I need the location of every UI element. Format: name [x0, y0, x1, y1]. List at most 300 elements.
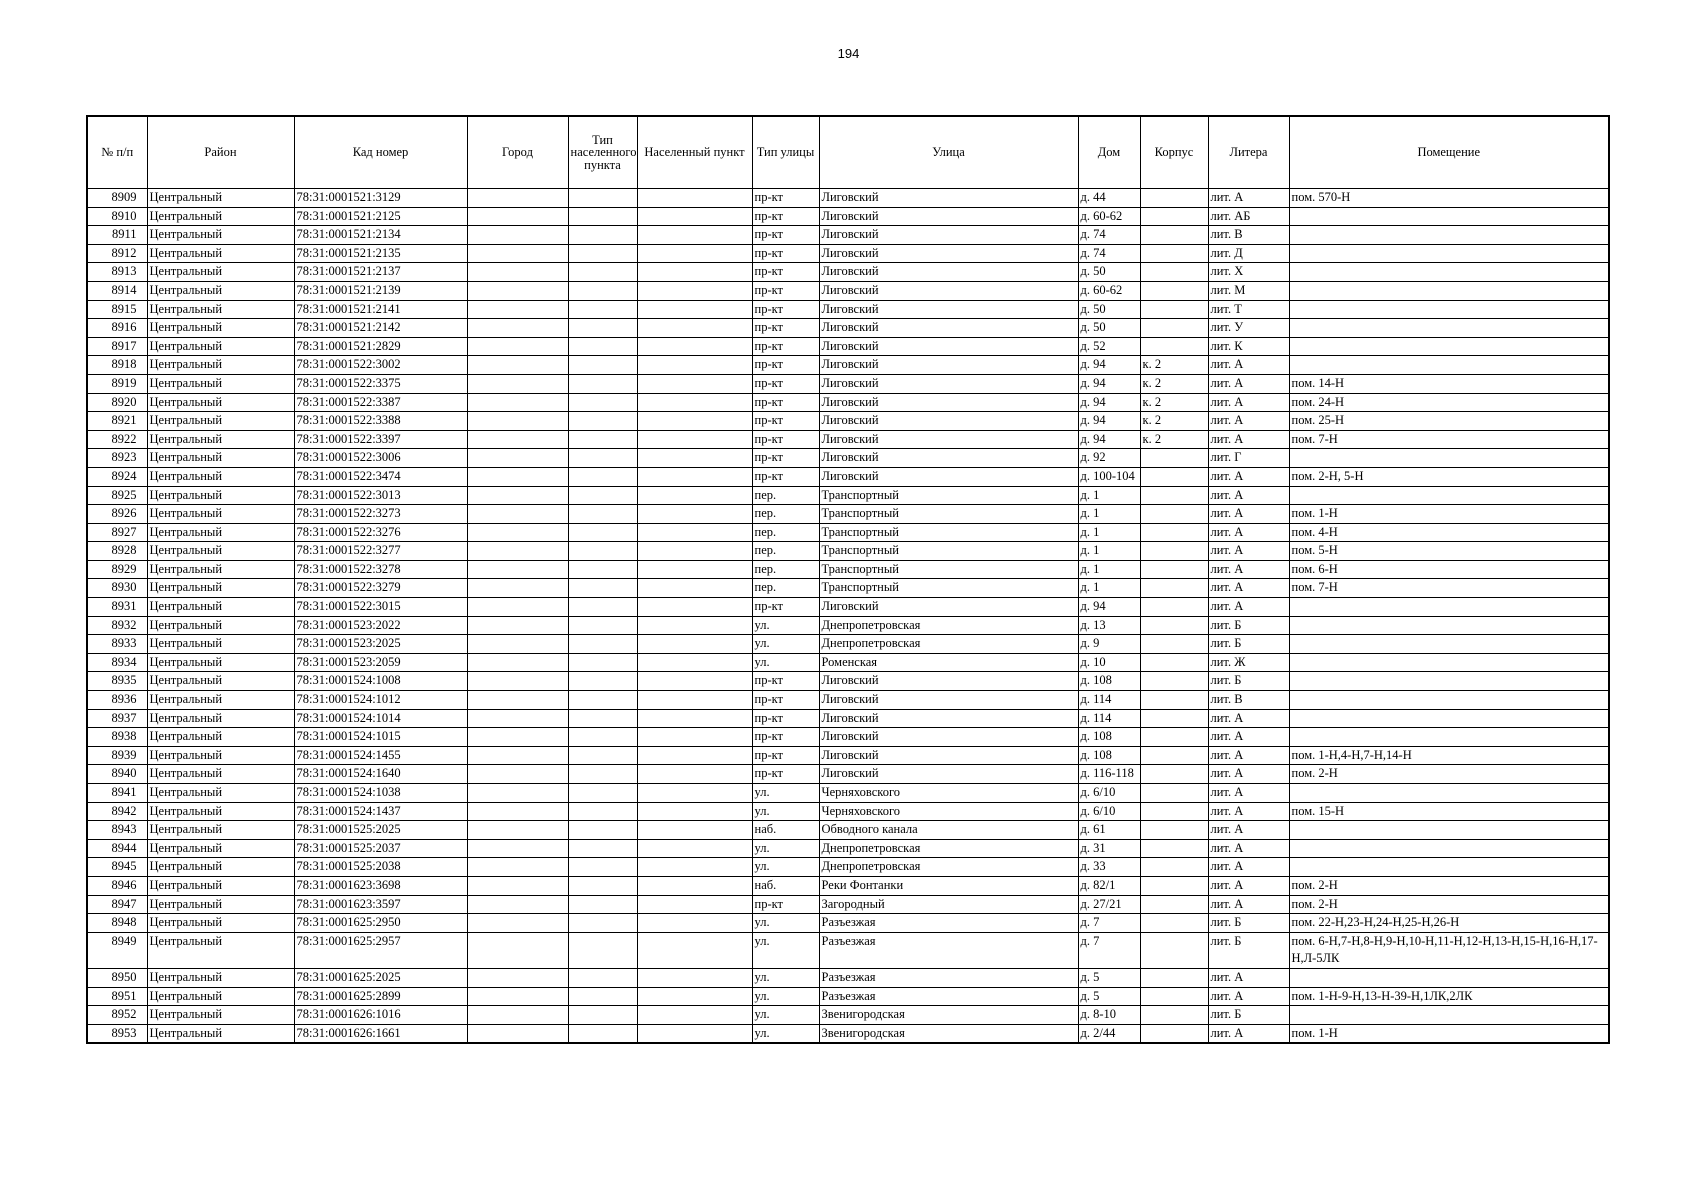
cell-letter: лит. А: [1208, 412, 1289, 431]
cell-premises: пом. 15-Н: [1289, 802, 1609, 821]
cell-street: Днепропетровская: [819, 635, 1078, 654]
cell-cadastral-number: 78:31:0001524:1014: [294, 709, 467, 728]
cell-house: д. 5: [1078, 968, 1140, 987]
cell-city: [467, 226, 568, 245]
cell-settlement-type: [568, 784, 637, 803]
table-row: [87, 356, 1609, 375]
cell-settlement-type: [568, 876, 637, 895]
cell-letter: лит. Б: [1208, 635, 1289, 654]
cell-house: д. 61: [1078, 821, 1140, 840]
cell-settlement: [637, 337, 752, 356]
cell-cadastral-number: 78:31:0001524:1038: [294, 784, 467, 803]
cell-letter: лит. Б: [1208, 616, 1289, 635]
cell-letter: лит. Х: [1208, 263, 1289, 282]
cell-premises: [1289, 226, 1609, 245]
cell-house: д. 94: [1078, 356, 1140, 375]
cell-city: [467, 319, 568, 338]
cell-house: д. 92: [1078, 449, 1140, 468]
cell-premises: [1289, 858, 1609, 877]
cell-street-type: ул.: [752, 616, 819, 635]
cell-street-type: пр-кт: [752, 356, 819, 375]
cell-settlement: [637, 412, 752, 431]
cell-street-type: наб.: [752, 821, 819, 840]
cell-settlement-type: [568, 542, 637, 561]
cell-district: Центральный: [147, 839, 294, 858]
cell-row-num: 8939: [87, 746, 147, 765]
cell-street-type: пр-кт: [752, 728, 819, 747]
cell-street-type: ул.: [752, 858, 819, 877]
cell-house: д. 50: [1078, 263, 1140, 282]
header-settlement: Населенный пункт: [637, 116, 752, 189]
cell-street-type: пр-кт: [752, 691, 819, 710]
cell-building: [1140, 821, 1208, 840]
header-cadastral-number: Кад номер: [294, 116, 467, 189]
header-street: Улица: [819, 116, 1078, 189]
cell-premises: пом. 4-Н: [1289, 523, 1609, 542]
cell-house: д. 94: [1078, 430, 1140, 449]
cell-district: Центральный: [147, 821, 294, 840]
cell-city: [467, 449, 568, 468]
cell-building: [1140, 337, 1208, 356]
cell-street: Лиговский: [819, 189, 1078, 208]
cell-house: д. 94: [1078, 598, 1140, 617]
cell-street-type: пр-кт: [752, 709, 819, 728]
cell-city: [467, 914, 568, 933]
cell-row-num: 8926: [87, 505, 147, 524]
cell-settlement: [637, 393, 752, 412]
cell-district: Центральный: [147, 672, 294, 691]
cell-settlement-type: [568, 691, 637, 710]
cell-building: [1140, 968, 1208, 987]
cell-house: д. 1: [1078, 523, 1140, 542]
cell-letter: лит. А: [1208, 486, 1289, 505]
cell-house: д. 44: [1078, 189, 1140, 208]
cell-city: [467, 505, 568, 524]
cell-row-num: 8915: [87, 300, 147, 319]
cell-cadastral-number: 78:31:0001522:3279: [294, 579, 467, 598]
cell-street-type: ул.: [752, 839, 819, 858]
cell-cadastral-number: 78:31:0001625:2950: [294, 914, 467, 933]
cell-settlement-type: [568, 598, 637, 617]
cell-row-num: 8948: [87, 914, 147, 933]
cell-row-num: 8913: [87, 263, 147, 282]
cell-cadastral-number: 78:31:0001524:1012: [294, 691, 467, 710]
cell-street-type: ул.: [752, 1024, 819, 1043]
cell-letter: лит. А: [1208, 876, 1289, 895]
cell-building: [1140, 1006, 1208, 1025]
cell-house: д. 27/21: [1078, 895, 1140, 914]
cell-street-type: пр-кт: [752, 300, 819, 319]
table-row: [87, 281, 1609, 300]
cell-premises: пом. 6-Н: [1289, 560, 1609, 579]
cell-city: [467, 728, 568, 747]
cell-premises: [1289, 728, 1609, 747]
cell-street-type: ул.: [752, 1006, 819, 1025]
cell-premises: [1289, 709, 1609, 728]
cell-district: Центральный: [147, 523, 294, 542]
cell-district: Центральный: [147, 449, 294, 468]
cell-premises: [1289, 598, 1609, 617]
cell-settlement: [637, 189, 752, 208]
cell-building: [1140, 579, 1208, 598]
cell-city: [467, 784, 568, 803]
cell-settlement: [637, 968, 752, 987]
cell-city: [467, 876, 568, 895]
cell-district: Центральный: [147, 412, 294, 431]
cell-premises: пом. 5-Н: [1289, 542, 1609, 561]
cell-street: Лиговский: [819, 467, 1078, 486]
cell-letter: лит. А: [1208, 987, 1289, 1006]
cell-premises: [1289, 784, 1609, 803]
cell-settlement-type: [568, 281, 637, 300]
table-row: [87, 616, 1609, 635]
cell-letter: лит. Д: [1208, 244, 1289, 263]
cell-cadastral-number: 78:31:0001521:2829: [294, 337, 467, 356]
cell-street: Лиговский: [819, 709, 1078, 728]
cell-premises: [1289, 244, 1609, 263]
cell-building: [1140, 281, 1208, 300]
cell-settlement: [637, 486, 752, 505]
cell-premises: [1289, 968, 1609, 987]
cell-settlement-type: [568, 356, 637, 375]
table-row: [87, 207, 1609, 226]
cell-settlement-type: [568, 968, 637, 987]
cell-letter: лит. У: [1208, 319, 1289, 338]
cell-settlement-type: [568, 263, 637, 282]
cell-premises: пом. 2-Н, 5-Н: [1289, 467, 1609, 486]
cell-row-num: 8916: [87, 319, 147, 338]
cell-building: [1140, 895, 1208, 914]
cell-street: Лиговский: [819, 337, 1078, 356]
cell-street-type: ул.: [752, 968, 819, 987]
header-num: № п/п: [87, 116, 147, 189]
cell-street: Транспортный: [819, 542, 1078, 561]
cell-street: Лиговский: [819, 244, 1078, 263]
cell-row-num: 8919: [87, 374, 147, 393]
cell-city: [467, 653, 568, 672]
cell-cadastral-number: 78:31:0001522:3006: [294, 449, 467, 468]
cell-street-type: ул.: [752, 914, 819, 933]
cell-row-num: 8922: [87, 430, 147, 449]
cell-street-type: пр-кт: [752, 746, 819, 765]
cell-city: [467, 412, 568, 431]
cell-house: д. 108: [1078, 746, 1140, 765]
cell-settlement: [637, 1006, 752, 1025]
cell-settlement: [637, 430, 752, 449]
cell-row-num: 8934: [87, 653, 147, 672]
table-row: [87, 765, 1609, 784]
cell-cadastral-number: 78:31:0001625:2957: [294, 932, 467, 968]
cell-settlement: [637, 560, 752, 579]
cell-building: [1140, 244, 1208, 263]
cell-letter: лит. А: [1208, 542, 1289, 561]
cell-settlement: [637, 319, 752, 338]
cell-city: [467, 523, 568, 542]
cell-house: д. 114: [1078, 691, 1140, 710]
table-row: [87, 784, 1609, 803]
cell-district: Центральный: [147, 356, 294, 375]
cell-street: Реки Фонтанки: [819, 876, 1078, 895]
cell-row-num: 8928: [87, 542, 147, 561]
table-row: [87, 1006, 1609, 1025]
cell-city: [467, 616, 568, 635]
cell-row-num: 8920: [87, 393, 147, 412]
cell-row-num: 8933: [87, 635, 147, 654]
cell-settlement: [637, 709, 752, 728]
cell-letter: лит. А: [1208, 374, 1289, 393]
table-header-row: [87, 116, 1609, 189]
cell-settlement-type: [568, 802, 637, 821]
cell-premises: [1289, 281, 1609, 300]
cell-building: [1140, 207, 1208, 226]
cell-cadastral-number: 78:31:0001521:2139: [294, 281, 467, 300]
cell-row-num: 8909: [87, 189, 147, 208]
cell-settlement-type: [568, 616, 637, 635]
cell-cadastral-number: 78:31:0001523:2025: [294, 635, 467, 654]
cell-building: [1140, 635, 1208, 654]
cell-settlement: [637, 263, 752, 282]
cell-district: Центральный: [147, 616, 294, 635]
table-row: [87, 635, 1609, 654]
cell-premises: [1289, 672, 1609, 691]
header-house: Дом: [1078, 116, 1140, 189]
cell-cadastral-number: 78:31:0001626:1016: [294, 1006, 467, 1025]
cell-city: [467, 579, 568, 598]
table-row: [87, 895, 1609, 914]
cell-cadastral-number: 78:31:0001522:3388: [294, 412, 467, 431]
cell-street-type: пр-кт: [752, 281, 819, 300]
cell-premises: [1289, 337, 1609, 356]
cell-street: Лиговский: [819, 412, 1078, 431]
table-row: [87, 542, 1609, 561]
cell-settlement-type: [568, 412, 637, 431]
cell-street-type: пр-кт: [752, 337, 819, 356]
cell-district: Центральный: [147, 207, 294, 226]
cell-street-type: пер.: [752, 560, 819, 579]
cell-row-num: 8932: [87, 616, 147, 635]
table-row: [87, 263, 1609, 282]
cell-letter: лит. А: [1208, 430, 1289, 449]
cell-city: [467, 560, 568, 579]
cell-district: Центральный: [147, 263, 294, 282]
cell-settlement: [637, 653, 752, 672]
cell-settlement: [637, 281, 752, 300]
cell-premises: пом. 6-Н,7-Н,8-Н,9-Н,10-Н,11-Н,12-Н,13-Н,15-Н,16-Н,17-Н,Л-5ЛК: [1289, 932, 1609, 968]
cell-street: Лиговский: [819, 300, 1078, 319]
cell-settlement: [637, 672, 752, 691]
cell-street-type: пр-кт: [752, 598, 819, 617]
cell-district: Центральный: [147, 244, 294, 263]
cell-street: Лиговский: [819, 672, 1078, 691]
cell-settlement-type: [568, 300, 637, 319]
cell-street-type: пр-кт: [752, 449, 819, 468]
cell-settlement: [637, 505, 752, 524]
table-row: [87, 505, 1609, 524]
cell-district: Центральный: [147, 858, 294, 877]
cell-street: Транспортный: [819, 486, 1078, 505]
cell-building: [1140, 691, 1208, 710]
cell-premises: пом. 1-Н: [1289, 505, 1609, 524]
cell-street-type: пр-кт: [752, 226, 819, 245]
cell-cadastral-number: 78:31:0001521:3129: [294, 189, 467, 208]
cell-cadastral-number: 78:31:0001522:3474: [294, 467, 467, 486]
cell-building: [1140, 542, 1208, 561]
cell-city: [467, 281, 568, 300]
cell-premises: [1289, 691, 1609, 710]
cell-cadastral-number: 78:31:0001522:3278: [294, 560, 467, 579]
cell-row-num: 8938: [87, 728, 147, 747]
cell-street: Разъезжая: [819, 914, 1078, 933]
header-settlement-type: Тип населенного пункта: [568, 116, 637, 189]
cell-letter: лит. АБ: [1208, 207, 1289, 226]
page-number: 194: [837, 46, 860, 61]
cell-street-type: пр-кт: [752, 765, 819, 784]
cell-district: Центральный: [147, 784, 294, 803]
cell-settlement: [637, 802, 752, 821]
cell-letter: лит. А: [1208, 802, 1289, 821]
cell-building: [1140, 1024, 1208, 1043]
cell-house: д. 1: [1078, 486, 1140, 505]
cell-building: [1140, 598, 1208, 617]
cell-settlement: [637, 691, 752, 710]
cell-house: д. 108: [1078, 672, 1140, 691]
cell-row-num: 8921: [87, 412, 147, 431]
cell-settlement: [637, 356, 752, 375]
cell-district: Центральный: [147, 691, 294, 710]
cell-street: Лиговский: [819, 728, 1078, 747]
table-row: [87, 226, 1609, 245]
cell-letter: лит. А: [1208, 598, 1289, 617]
cell-building: [1140, 467, 1208, 486]
cell-premises: [1289, 300, 1609, 319]
cell-city: [467, 709, 568, 728]
table-row: [87, 430, 1609, 449]
cell-row-num: 8924: [87, 467, 147, 486]
cell-settlement: [637, 987, 752, 1006]
cell-cadastral-number: 78:31:0001521:2134: [294, 226, 467, 245]
cell-house: д. 74: [1078, 226, 1140, 245]
cell-street: Днепропетровская: [819, 858, 1078, 877]
cell-settlement-type: [568, 393, 637, 412]
cell-house: д. 94: [1078, 374, 1140, 393]
cell-settlement-type: [568, 746, 637, 765]
cell-house: д. 8-10: [1078, 1006, 1140, 1025]
header-building: Корпус: [1140, 116, 1208, 189]
cell-street: Лиговский: [819, 374, 1078, 393]
cell-cadastral-number: 78:31:0001522:3277: [294, 542, 467, 561]
cell-cadastral-number: 78:31:0001522:3375: [294, 374, 467, 393]
cell-city: [467, 635, 568, 654]
cell-building: к. 2: [1140, 374, 1208, 393]
cell-street: Лиговский: [819, 449, 1078, 468]
cell-cadastral-number: 78:31:0001522:3015: [294, 598, 467, 617]
cell-letter: лит. А: [1208, 895, 1289, 914]
cell-street: Звенигородская: [819, 1024, 1078, 1043]
cell-premises: [1289, 449, 1609, 468]
table-row: [87, 968, 1609, 987]
table-row: [87, 598, 1609, 617]
cell-row-num: 8914: [87, 281, 147, 300]
cell-city: [467, 467, 568, 486]
cell-building: к. 2: [1140, 430, 1208, 449]
cell-city: [467, 968, 568, 987]
cell-city: [467, 300, 568, 319]
cell-settlement: [637, 839, 752, 858]
cell-street-type: пр-кт: [752, 430, 819, 449]
cell-premises: пом. 1-Н-9-Н,13-Н-39-Н,1ЛК,2ЛК: [1289, 987, 1609, 1006]
cell-street-type: ул.: [752, 802, 819, 821]
cell-building: к. 2: [1140, 356, 1208, 375]
cell-street: Лиговский: [819, 356, 1078, 375]
cell-premises: [1289, 319, 1609, 338]
cell-district: Центральный: [147, 486, 294, 505]
cell-street: Роменская: [819, 653, 1078, 672]
cell-city: [467, 672, 568, 691]
cell-letter: лит. А: [1208, 523, 1289, 542]
table-row: [87, 189, 1609, 208]
cell-settlement: [637, 226, 752, 245]
property-register-table: [86, 115, 1610, 1044]
cell-street: Лиговский: [819, 319, 1078, 338]
header-district: Район: [147, 116, 294, 189]
cell-street: Лиговский: [819, 691, 1078, 710]
cell-settlement: [637, 914, 752, 933]
cell-house: д. 7: [1078, 932, 1140, 968]
cell-settlement: [637, 542, 752, 561]
cell-settlement-type: [568, 821, 637, 840]
cell-settlement-type: [568, 430, 637, 449]
cell-street: Лиговский: [819, 598, 1078, 617]
cell-row-num: 8911: [87, 226, 147, 245]
cell-settlement-type: [568, 709, 637, 728]
header-letter: Литера: [1208, 116, 1289, 189]
cell-settlement-type: [568, 839, 637, 858]
cell-premises: [1289, 839, 1609, 858]
cell-row-num: 8937: [87, 709, 147, 728]
cell-house: д. 50: [1078, 319, 1140, 338]
table-row: [87, 486, 1609, 505]
cell-district: Центральный: [147, 635, 294, 654]
cell-letter: лит. А: [1208, 579, 1289, 598]
cell-settlement: [637, 467, 752, 486]
cell-district: Центральный: [147, 393, 294, 412]
cell-row-num: 8943: [87, 821, 147, 840]
cell-settlement-type: [568, 895, 637, 914]
cell-settlement-type: [568, 207, 637, 226]
cell-street-type: пер.: [752, 505, 819, 524]
cell-settlement-type: [568, 987, 637, 1006]
table-row: [87, 653, 1609, 672]
cell-district: Центральный: [147, 802, 294, 821]
cell-settlement-type: [568, 1024, 637, 1043]
table-row: [87, 393, 1609, 412]
cell-settlement: [637, 523, 752, 542]
cell-cadastral-number: 78:31:0001524:1640: [294, 765, 467, 784]
cell-house: д. 9: [1078, 635, 1140, 654]
cell-house: д. 1: [1078, 505, 1140, 524]
table-row: [87, 374, 1609, 393]
cell-street-type: ул.: [752, 987, 819, 1006]
cell-row-num: 8935: [87, 672, 147, 691]
cell-settlement-type: [568, 635, 637, 654]
cell-street-type: ул.: [752, 784, 819, 803]
cell-building: [1140, 802, 1208, 821]
table-row: [87, 746, 1609, 765]
cell-district: Центральный: [147, 746, 294, 765]
table-row: [87, 802, 1609, 821]
cell-premises: пом. 7-Н: [1289, 430, 1609, 449]
table-row: [87, 876, 1609, 895]
